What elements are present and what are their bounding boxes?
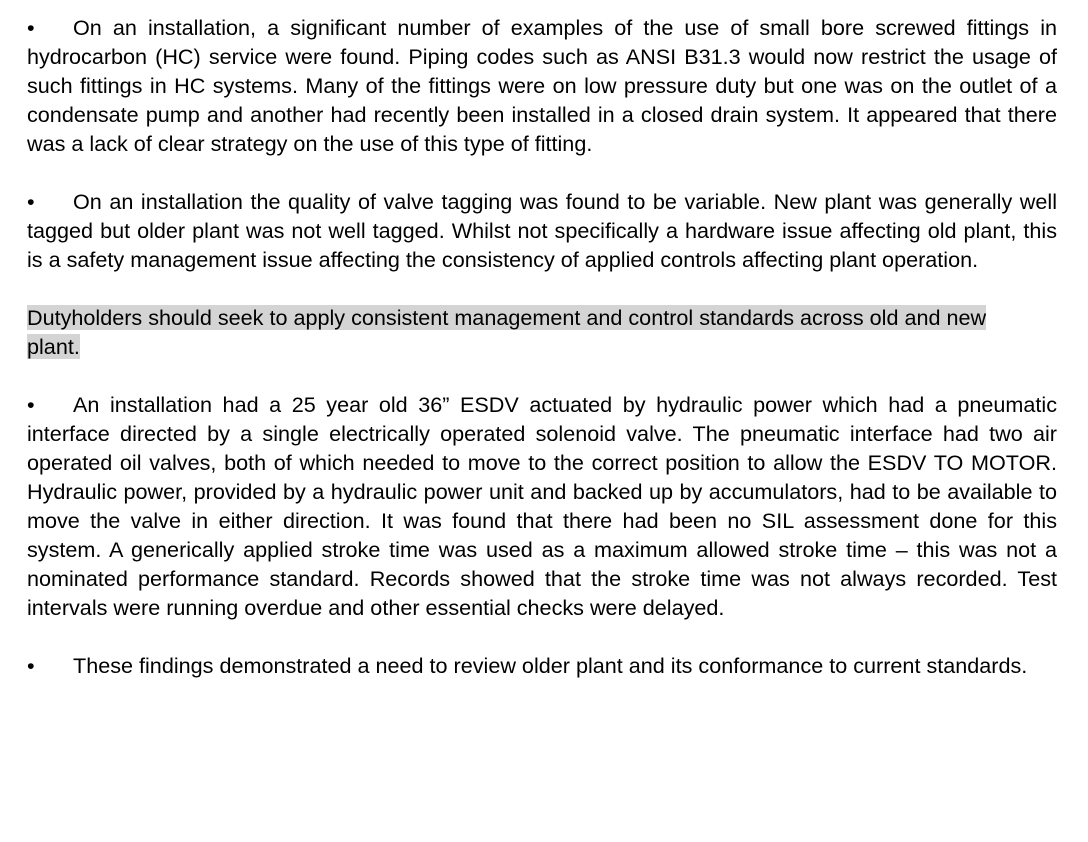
bullet-icon: •	[27, 15, 35, 40]
finding-paragraph-esdv	[27, 390, 1057, 622]
paragraph-text: On an installation, a significant number of examples of the use of small bore screwed fittings in hydrocarbon (HC) service were found. Piping codes such as ANSI B31.3 would now restrict the usage of such fittings in HC systems. Many of the fittings were on low pressure duty but one was on the outlet of a condensate pump and another had recently been installed in a closed drain system. It appeared that there was a lack of clear strategy on the use of this type of fitting.	[27, 15, 1057, 156]
paragraph-text: An installation had a 25 year old 36” ESDV actuated by hydraulic power which had a pneumatic interface directed by a single electrically operated solenoid valve. The pneumatic interface had two air operated oil valves, both of which needed to move to the correct position to allow the ESDV TO MOTOR. Hydraulic power, provided by a hydraulic power unit and backed up by accumulators, had to be available to move the valve in either direction. It was found that there had been no SIL assessment done for this system. A generically applied stroke time was used as a maximum allowed stroke time – this was not a nominated performance standard. Records showed that the stroke time was not always recorded. Test intervals were running overdue and other essential checks were delayed.	[27, 392, 1057, 620]
finding-paragraph-review-older-plant	[27, 651, 1057, 680]
paragraph-text: On an installation the quality of valve tagging was found to be variable. New plant was generally well tagged but older plant was not well tagged. Whilst not specifically a hardware issue affecting old plant, this is a safety management issue affecting the consistency of applied controls affecting plant operation.	[27, 189, 1057, 272]
bullet-icon: •	[27, 189, 35, 214]
bullet-icon: •	[27, 392, 35, 417]
paragraph-text: These findings demonstrated a need to review older plant and its conformance to current standards.	[73, 653, 1028, 678]
finding-paragraph-valve-tagging	[27, 187, 1057, 274]
bullet-icon: •	[27, 653, 35, 678]
finding-paragraph-screwed-fittings	[27, 13, 1057, 158]
highlighted-recommendation	[27, 303, 1022, 361]
highlighted-statement-text: Dutyholders should seek to apply consistent management and control standards across old and new plant.	[27, 305, 987, 359]
document-page	[27, 13, 1057, 709]
